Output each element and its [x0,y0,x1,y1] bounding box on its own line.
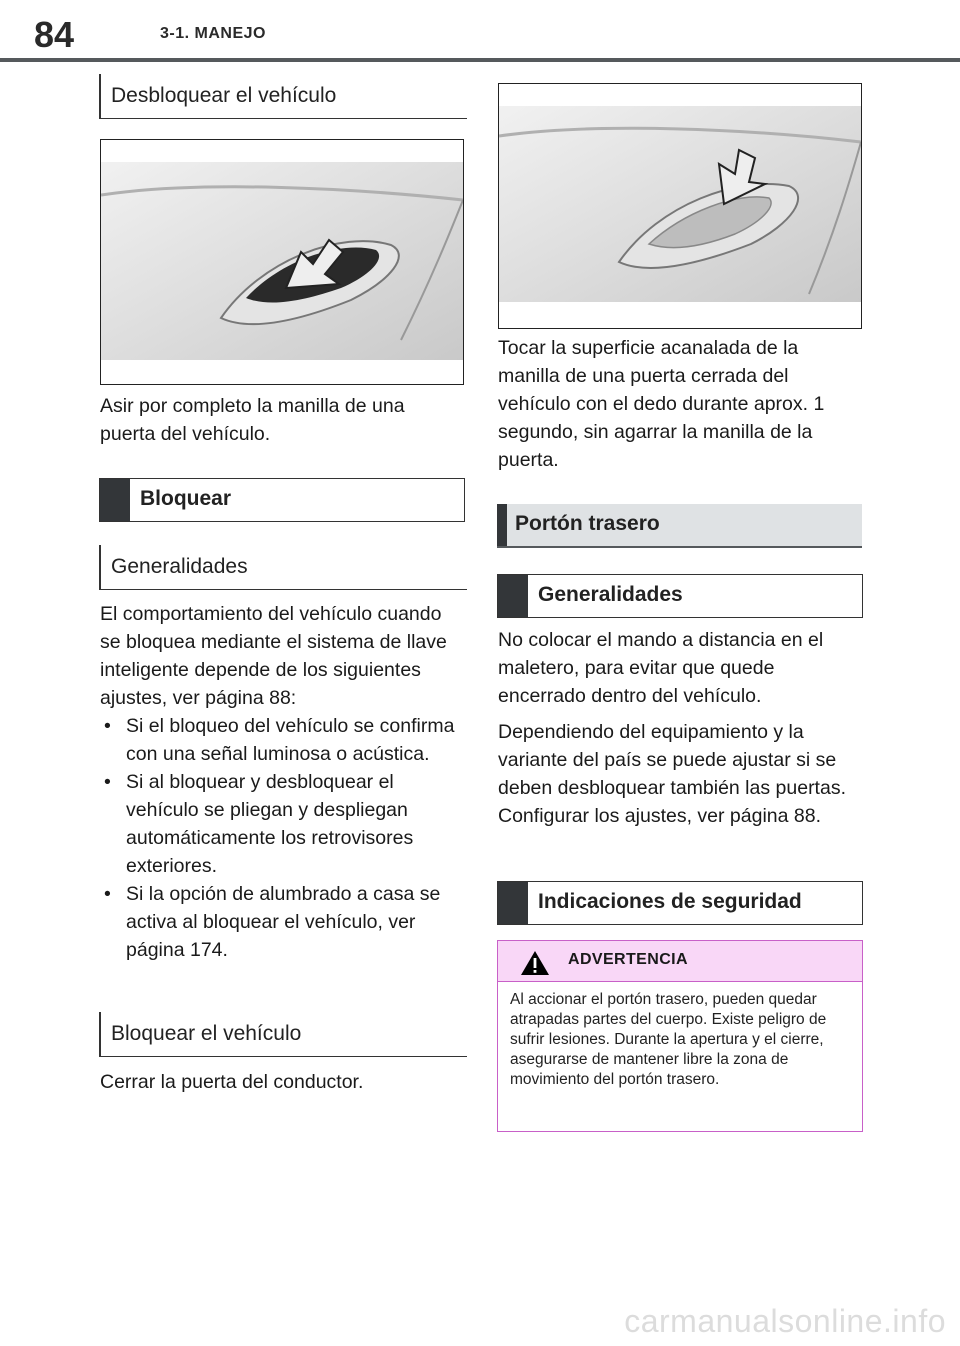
touch-instruction [498,334,860,482]
heading-marker [498,575,528,617]
door-handle-grip-illustration [100,139,464,385]
touch-instruction-text: Tocar la superficie acanalada de la manilla de una puerta cerrada del vehículo con el dedo durante aprox. 1 segundo, sin agarrar la manilla de la puerta. [498,337,825,471]
heading-safety-label: Indicaciones de seguridad [538,890,802,913]
warning-text: Al accionar el portón trasero, pueden quedar atrapadas partes del cuerpo. Existe peligro de sufrir lesiones. Durante la apertura y el cierre, asegurarse de mantener libre la zona de movimiento del portón trasero. [510,991,827,1088]
header-rule [0,58,960,62]
heading-unlock-label: Desbloquear el vehículo [111,84,337,107]
heading-marker [100,479,130,521]
bullet-item: • Si el bloqueo del vehículo se confirma con una señal luminosa o acústica. [100,712,462,768]
heading-marker [497,504,507,546]
heading-tailgate-label: Portón trasero [515,512,660,535]
heading-general-right [497,574,863,618]
bullet-item: • Si la opción de alumbrado a casa se activa al bloquear el vehículo, ver página 174. [100,880,462,964]
heading-marker [498,882,528,924]
general-section-left [100,600,462,964]
heading-lock-label: Bloquear [140,487,232,510]
heading-tailgate [497,504,862,548]
heading-lock-vehicle [99,1012,467,1057]
warning-triangle-icon [520,949,550,977]
watermark: carmanualsonline.info [624,1303,946,1339]
section-title: 3-1. MANEJO [160,25,266,42]
warning-box [497,940,863,1132]
general-paragraph: El comportamiento del vehículo cuando se bloquea mediante el sistema de llave inteligente depende de los siguientes ajustes, ver página 88: [100,603,447,709]
tailgate-general-text [498,626,860,838]
heading-lock-vehicle-label: Bloquear el vehículo [111,1022,302,1045]
heading-general-right-label: Generalidades [538,583,683,606]
heading-general-left-label: Generalidades [111,555,248,578]
warning-header [498,941,862,982]
heading-lock [99,478,465,522]
heading-unlock-vehicle [99,74,467,119]
unlock-instruction-text: Asir por completo la manilla de una puerta del vehículo. [100,395,405,445]
page-number: 84 [34,14,75,55]
lock-vehicle-instruction [100,1068,460,1104]
warning-label: ADVERTENCIA [568,951,688,968]
heading-safety [497,881,863,925]
bullet-item: • Si al bloquear y desbloquear el vehículo se pliegan y despliegan automáticamente los retrovisores exteriores. [100,768,462,880]
tailgate-paragraph-2: Dependiendo del equipamiento y la variante del país se puede ajustar si se deben desbloquear también las puertas. Configurar los ajustes, ver página 88. [498,721,846,827]
door-handle-touch-illustration [498,83,862,329]
tailgate-paragraph-1: No colocar el mando a distancia en el maletero, para evitar que quede encerrado dentro del vehículo. [498,629,824,707]
heading-general-left [99,545,467,590]
unlock-instruction [100,392,460,456]
lock-vehicle-text: Cerrar la puerta del conductor. [100,1071,364,1093]
